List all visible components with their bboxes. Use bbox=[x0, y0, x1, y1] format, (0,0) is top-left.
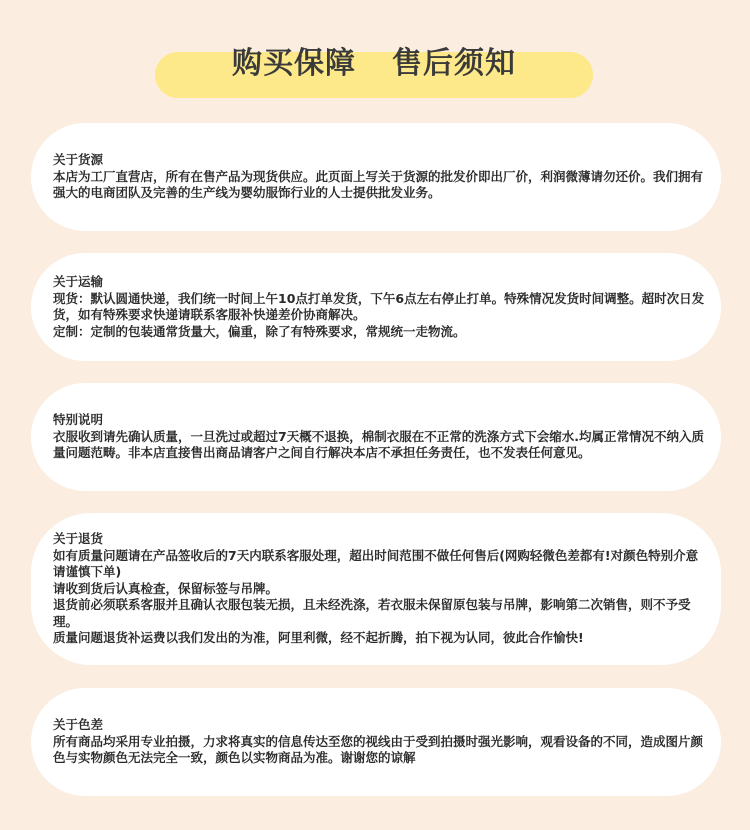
section-card-special-notes bbox=[31, 383, 721, 491]
section-text: 所有商品均采用专业拍摄，力求将真实的信息传达至您的视线由于受到拍摄时强光影响，观看设备的不同，造成图片颜色与实物颜色无法完全一致，颜色以实物商品为准。谢谢您的谅解 bbox=[53, 733, 704, 766]
section-text: 质量问题退货补运费以我们发出的为准，阿里利微，经不起折腾，拍下视为认同，彼此合作愉快! bbox=[53, 630, 584, 646]
section-card-shipping bbox=[31, 253, 721, 361]
section-text: 衣服收到请先确认质量，一旦洗过或超过7天概不退换，棉制衣服在不正常的洗涤方式下会缩水.均属正常情况不纳入质量问题范畴。非本店直接售出商品请客户之间自行解决本店不承担任务责任，也不发表任何意见。 bbox=[53, 428, 704, 461]
section-text: 现货：默认圆通快递，我们统一时间上午10点打单发货，下午6点左右停止打单。特殊情况发货时间调整。超时次日发货，如有特殊要求快递请联系客服补快递差价协商解决。 bbox=[53, 290, 705, 322]
section-text: 定制：定制的包装通常货量大，偏重，除了有特殊要求，常规统一走物流。 bbox=[53, 323, 466, 339]
section-heading: 关于货源 bbox=[53, 152, 104, 168]
section-text: 退货前必须联系客服并且确认衣服包装无损，且未经洗涤，若衣服未保留原包装与吊牌，影响第二次销售，则不予受理。 bbox=[53, 597, 691, 629]
section-card-color-difference bbox=[31, 688, 721, 796]
section-card-returns bbox=[31, 513, 721, 665]
section-heading: 关于退货 bbox=[53, 531, 104, 547]
section-text: 如有质量问题请在产品签收后的7天内联系客服处理，超出时间范围不做任何售后(网购轻微色差都有!对颜色特别介意请谨慎下单) bbox=[53, 547, 699, 580]
section-card-source bbox=[31, 123, 721, 231]
section-heading: 特别说明 bbox=[53, 412, 104, 428]
section-heading: 关于色差 bbox=[53, 717, 104, 733]
title-after-sales-notice: 售后须知 bbox=[392, 46, 516, 81]
section-text: 本店为工厂直营店，所有在售产品为现货供应。此页面上写关于货源的批发价即出厂价，利润微薄请勿还价。我们拥有强大的电商团队及完善的生产线为婴幼服饰行业的人士提供批发业务。 bbox=[53, 168, 704, 201]
section-text: 请收到货后认真检查，保留标签与吊牌。 bbox=[53, 580, 279, 596]
title-purchase-guarantee: 购买保障 bbox=[232, 46, 356, 81]
page-title bbox=[155, 38, 593, 82]
section-heading: 关于运输 bbox=[53, 274, 104, 289]
